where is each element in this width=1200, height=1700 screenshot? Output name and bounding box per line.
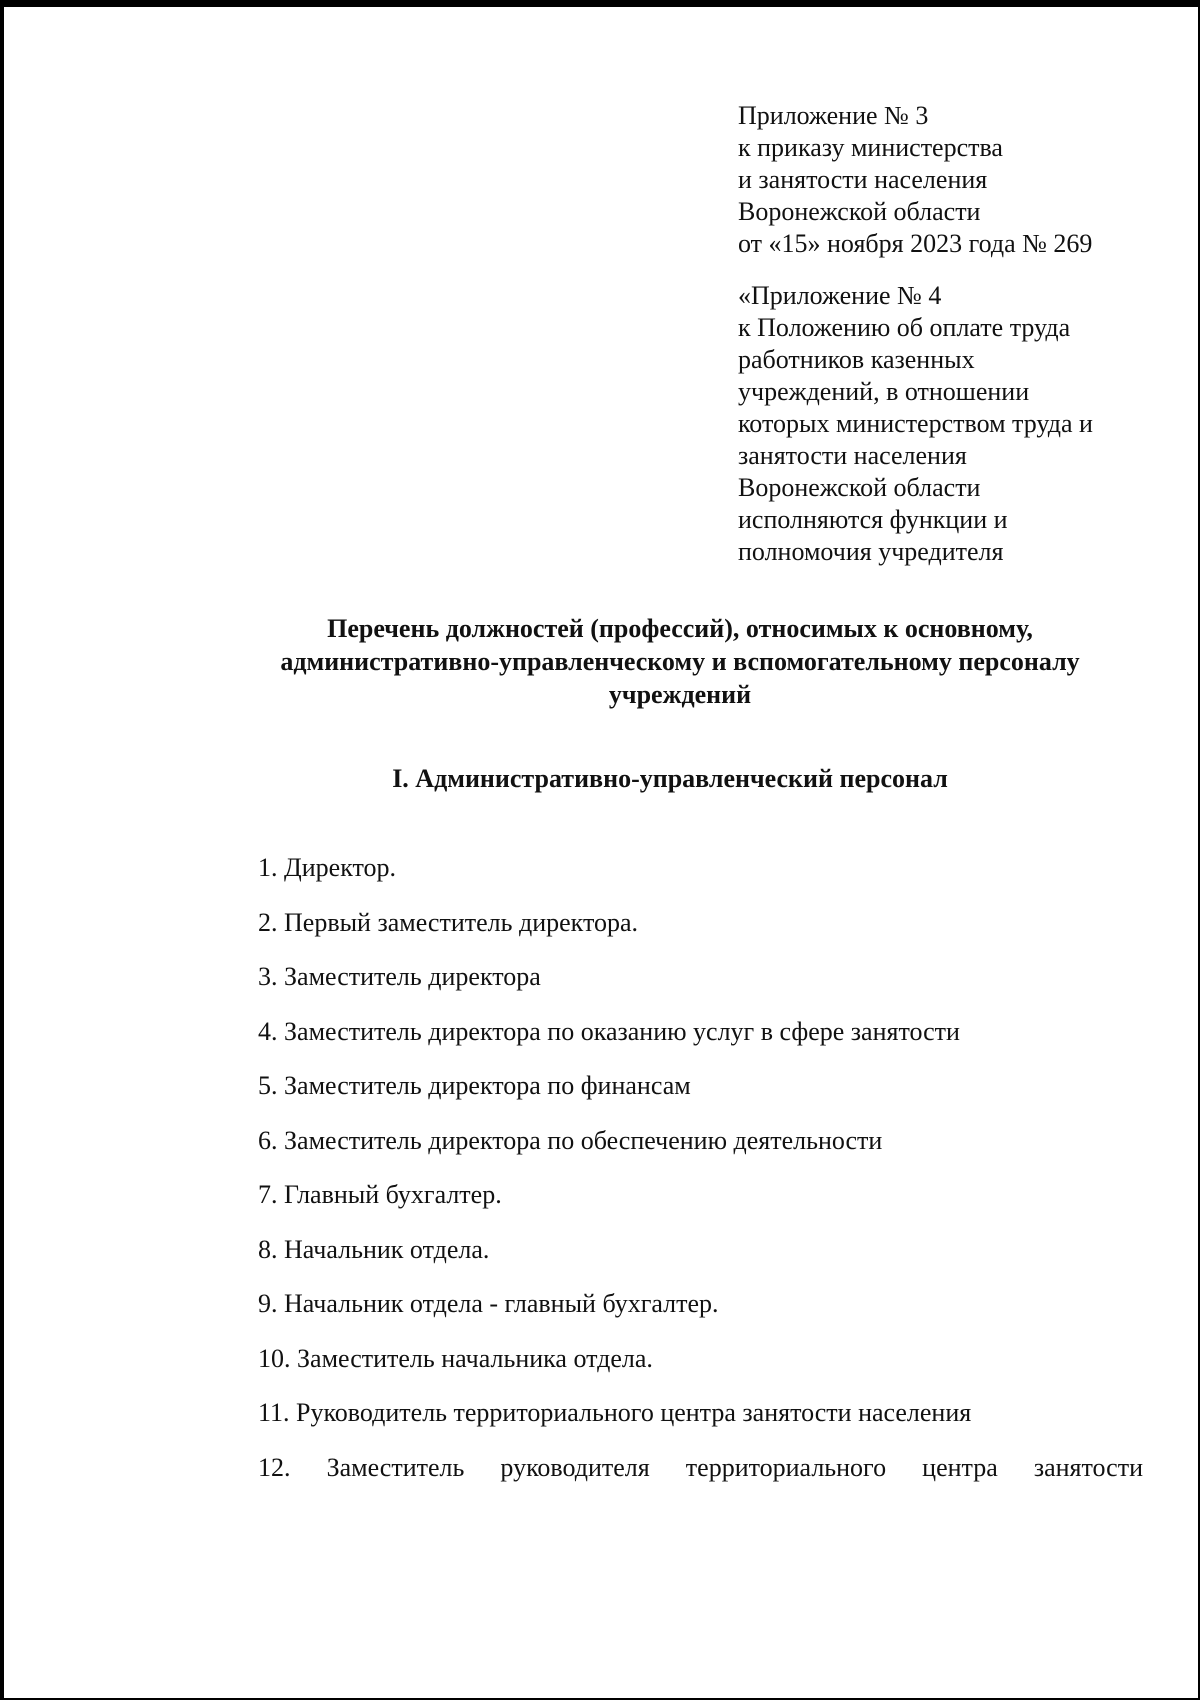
list-item: 7. Главный бухгалтер. [258,1180,502,1209]
positions-list [258,852,1143,1506]
quoted-annex-line: исполняются функции и [738,505,1008,534]
annex-line: Воронежской области [738,197,981,226]
annex-line: к приказу министерства [738,133,1003,162]
quoted-annex-line: к Положению об оплате труда [738,313,1071,342]
quoted-annex-line: Воронежской области [738,473,981,502]
quoted-annex-line: учреждений, в отношении [738,377,1030,406]
list-item: 6. Заместитель директора по обеспечению деятельности [258,1125,883,1155]
scan-border-top [0,0,1200,7]
quoted-annex-line: занятости населения [738,441,967,470]
title-line: Перечень должностей (профессий), относимых к основному, [327,614,1033,643]
list-item: 5. Заместитель директора по финансам [258,1071,691,1100]
list-item: 12. Заместитель руководителя территориального центра занятости [258,1452,1143,1482]
list-item: 1. Директор. [258,853,396,882]
quoted-annex-line: полномочия учредителя [738,537,1004,566]
quoted-annex-line: «Приложение № 4 [738,281,942,310]
quoted-annex-line: которых министерством труда и [738,409,1093,438]
list-item: 3. Заместитель директора [258,962,541,991]
annex-line: и занятости населения [738,165,988,194]
list-item: 9. Начальник отдела - главный бухгалтер. [258,1289,719,1318]
document-title [120,612,1200,711]
list-item: 8. Начальник отдела. [258,1234,490,1264]
annex-line: от «15» ноября 2023 года № 269 [738,229,1093,258]
quoted-annex-line: работников казенных [738,345,975,374]
title-line: административно-управленческому и вспомогательному персоналу [280,647,1080,676]
annex-gap [738,260,1168,280]
list-item: 2. Первый заместитель директора. [258,907,639,937]
annex-line: Приложение № 3 [738,101,929,130]
list-item: 4. Заместитель директора по оказанию услуг в сфере занятости [258,1016,960,1046]
list-item: 10. Заместитель начальника отдела. [258,1343,653,1373]
title-line: учреждений [608,680,752,709]
scan-border-left [0,0,4,1700]
section-heading: I. Административно-управленческий персонал [392,764,948,793]
annex-header-block [738,100,1168,568]
list-item: 11. Руководитель территориального центра занятости населения [258,1398,972,1427]
